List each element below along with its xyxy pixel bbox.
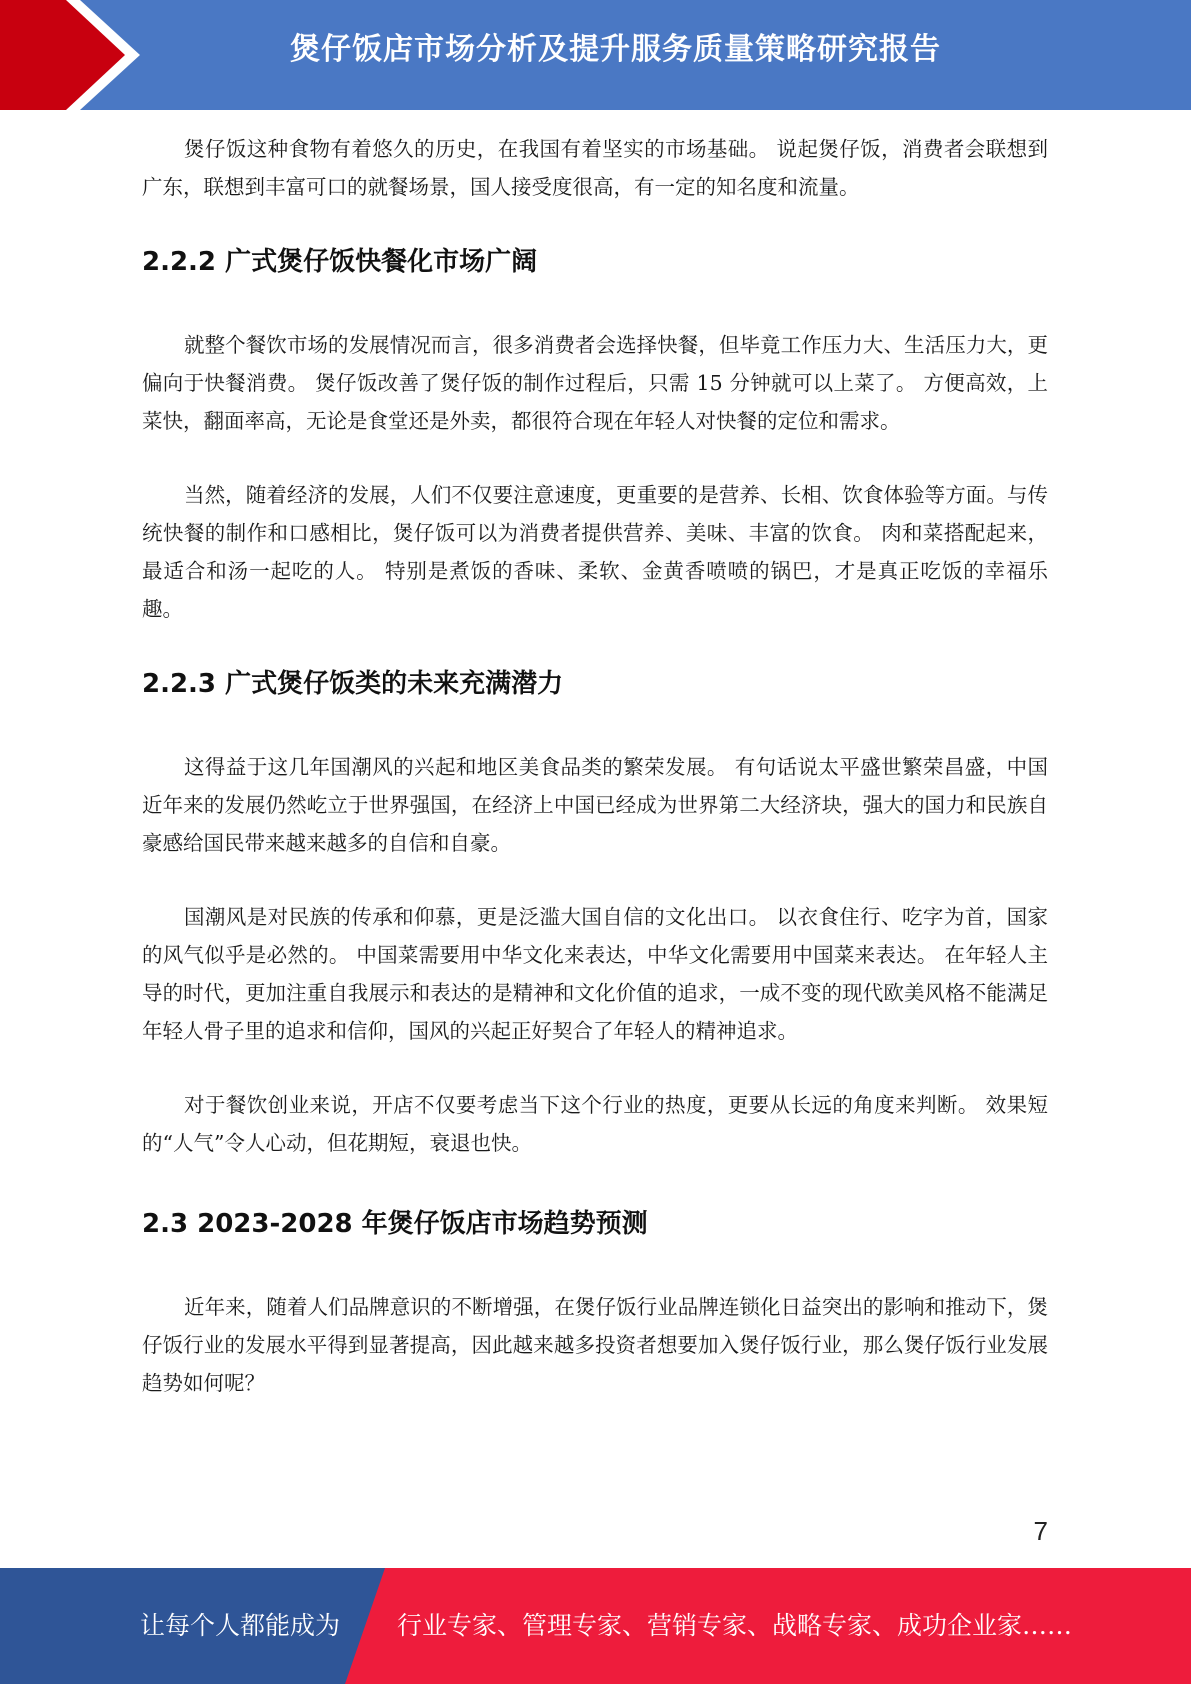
section-heading: 2.2.2 广式煲仔饭快餐化市场广阔 [142,247,538,277]
paragraph: 近年来，随着人们品牌意识的不断增强，在煲仔饭行业品牌连锁化日益突出的影响和推动下，煲仔饭行业的发展水平得到显著提高，因此越来越多投资者想要加入煲仔饭行业，那么煲仔饭行业发展趋势如何呢？ [142,1295,1048,1395]
paragraph: 对于餐饮创业来说，开店不仅要考虑当下这个行业的热度，更要从长远的角度来判断。 效果短的“人气”令人心动，但花期短，衰退也快。 [142,1093,1048,1155]
paragraph: 当然，随着经济的发展，人们不仅要注意速度，更重要的是营养、长相、饮食体验等方面。与传统快餐的制作和口感相比，煲仔饭可以为消费者提供营养、美味、丰富的饮食。 肉和菜搭配起来，最适合和汤一起吃的人。 特别是煮饭的香味、柔软、金黄香喷喷的锅巴，才是真正吃饭的幸福乐趣。 [142,483,1048,621]
page-number: 7 [1033,1516,1048,1546]
header-chevron-decoration [0,0,160,110]
report-header [0,0,1191,110]
report-footer [0,1568,1191,1684]
paragraph: 这得益于这几年国潮风的兴起和地区美食品类的繁荣发展。 有句话说太平盛世繁荣昌盛，中国近年来的发展仍然屹立于世界强国，在经济上中国已经成为世界第二大经济块，强大的国力和民族自豪感给国民带来越来越多的自信和自豪。 [142,755,1048,855]
footer-slogan-left: 让每个人都能成为 [140,1611,341,1640]
section-heading: 2.3 2023-2028 年煲仔饭店市场趋势预测 [142,1209,648,1239]
footer-slogan-right: 行业专家、管理专家、营销专家、战略专家、成功企业家…… [397,1611,1073,1640]
paragraph: 就整个餐饮市场的发展情况而言，很多消费者会选择快餐，但毕竟工作压力大、生活压力大，更偏向于快餐消费。 煲仔饭改善了煲仔饭的制作过程后，只需 15 分钟就可以上菜了。 方便高效，上菜快，翻面率高，无论是食堂还是外卖，都很符合现在年轻人对快餐的定位和需求。 [142,333,1048,433]
report-title: 煲仔饭店市场分析及提升服务质量策略研究报告 [290,32,941,67]
paragraph: 国潮风是对民族的传承和仰慕，更是泛滥大国自信的文化出口。 以衣食住行、吃字为首，国家的风气似乎是必然的。 中国菜需要用中华文化来表达，中华文化需要用中国菜来表达。 在年轻人主导的时代，更加注重自我展示和表达的是精神和文化价值的追求，一成不变的现代欧美风格不能满足年轻人骨子里的追求和信仰，国风的兴起正好契合了年轻人的精神追求。 [142,905,1048,1043]
paragraph: 煲仔饭这种食物有着悠久的历史，在我国有着坚实的市场基础。 说起煲仔饭，消费者会联想到广东，联想到丰富可口的就餐场景，国人接受度很高，有一定的知名度和流量。 [142,137,1048,199]
document-body [142,130,1048,1402]
section-heading: 2.2.3 广式煲仔饭类的未来充满潜力 [142,669,564,699]
